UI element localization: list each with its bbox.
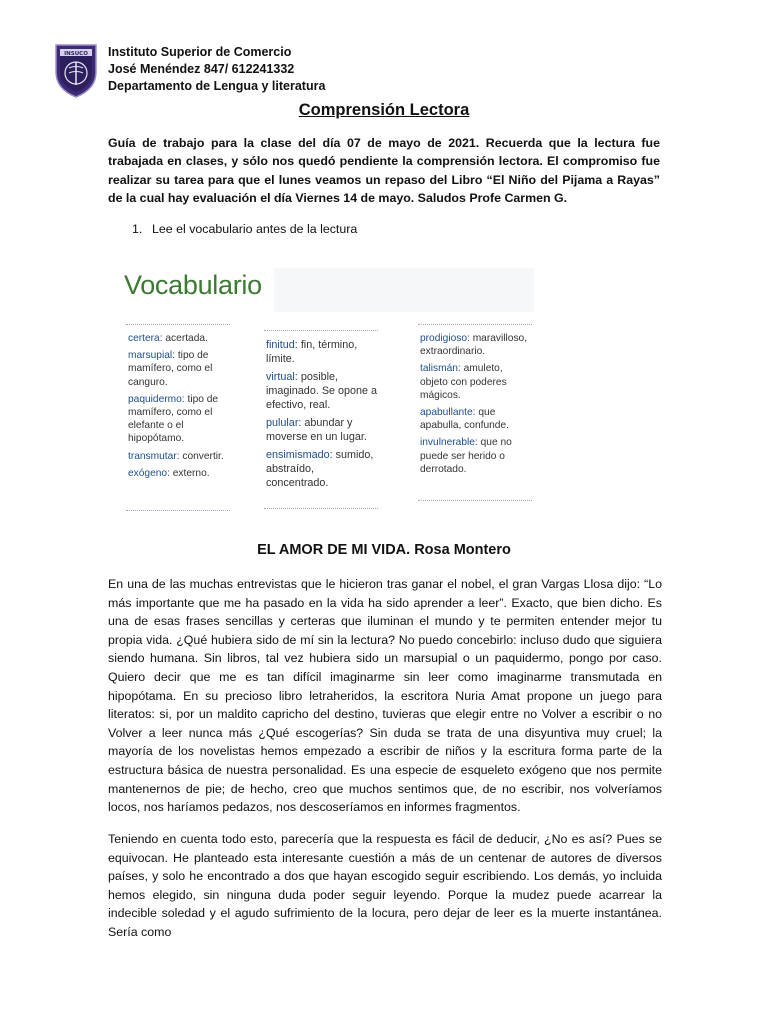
vocab-entry: exógeno: externo. xyxy=(128,467,210,479)
vocab-entry: prodigioso: maravilloso, extraordinario. xyxy=(420,333,528,358)
vocab-entry: ensimismado: sumido, abstraído, concentrado. xyxy=(266,449,374,489)
vocab-entry: talismán: amuleto, objeto con poderes mágicos. xyxy=(420,363,507,401)
vocabulary-column-1 xyxy=(128,332,228,484)
vocab-entry: pulular: abundar y moverse en un lugar. xyxy=(266,417,367,443)
vocabulary-column-3 xyxy=(420,332,530,480)
vocabulary-column-2 xyxy=(266,338,378,494)
vocabulary-title: Vocabulario xyxy=(124,270,262,300)
instruction-item xyxy=(132,222,357,236)
vocab-entry: virtual: posible, imaginado. Se opone a efectivo, real. xyxy=(266,371,378,411)
vocab-entry: finitud: fin, término, límite. xyxy=(266,339,358,365)
reading-paragraph-2: Teniendo en cuenta todo esto, parecería que la respuesta es fácil de deducir, ¿No es así? Pues se equivocan. He planteado esta interesante cuestión a más de un centenar de autores de diversos países, y solo he encontrado a dos que hayan escogido seguir escribiendo. Los demás, yo incluida hemos elegido, sin ninguna duda poder seguir leyendo. Porque la mudez puede acarrear la indecible soledad y el agudo sufrimiento de la locura, pero dejar de leer es la muerte instantánea. Sería como xyxy=(108,832,662,939)
institution-name: Instituto Superior de Comercio xyxy=(108,45,292,59)
vocab-entry: transmutar: convertir. xyxy=(128,450,224,462)
instruction-text: Lee el vocabulario antes de la lectura xyxy=(152,222,358,236)
reading-paragraph-1: En una de las muchas entrevistas que le hicieron tras ganar el nobel, el gran Vargas Llosa dijo: “Lo más importante que me ha pasado en la vida ha sido aprender a leer”. Exacto, que bien dicho. Es una de esas frases sencillas y certeras que iluminan el mundo y te permiten entender mejor tu propia vida. ¿Qué hubiera sido de mí sin la lectura? No puedo concebirlo: incluso dudo que siguiera siendo humana. Sin libros, tal vez hubiera sido un marsupial o un paquidermo, pongo por caso. Quiero decir que me es tan difícil imaginarme sin leer como imaginarme transmutada en hipopótama. En su precioso libro letraheridos, la escritora Nuria Amat propone un juego para literatos: si, por un maldito capricho del destino, tuvieras que elegir entre no Volver a escribir o no Volver a leer nunca más ¿Qué escogerías? Sin duda se trata de una disyuntiva muy cruel; la mayoría de los novelistas hemos empezado a escribir de niños y la escritura forma parte de la estructura básica de nuestra personalidad. Es una especie de esqueleto exógeno que nos permite mantenernos de pie; de hecho, creo que muchos sentimos que, de no escribir, nos volveríamos locos, nos haríamos pedazos, nos descoseríamos en informes fragmentos. xyxy=(108,577,662,815)
vocabulary-figure xyxy=(118,258,538,518)
vocab-entry: invulnerable: que no puede ser herido o derrotado. xyxy=(420,437,512,475)
vocab-entry: paquidermo: tipo de mamífero, como el elefante o el hipopótamo. xyxy=(128,393,219,445)
instruction-number: 1. xyxy=(132,222,143,236)
intro-paragraph: Guía de trabajo para la clase del día 07 de mayo de 2021. Recuerda que la lectura fue trabajada en clases, y sólo nos quedó pendiente la comprensión lectora. El compromiso fue realizar su tarea para que el lunes veamos un repaso del Libro “El Niño del Pijama a Rayas” de la cual hay evaluación el día Viernes 14 de mayo. Saludos Profe Carmen G. xyxy=(108,136,660,206)
department-name: Departamento de Lengua y literatura xyxy=(108,79,326,93)
school-crest-logo xyxy=(52,42,100,98)
reading-title: EL AMOR DE MI VIDA. Rosa Montero xyxy=(257,542,511,558)
vocab-entry: marsupial: tipo de mamífero, como el canguro. xyxy=(128,350,213,388)
institution-address: José Menéndez 847/ 612241332 xyxy=(108,62,295,76)
institution-header xyxy=(108,44,325,95)
vocab-entry: apabullante: que apabulla, confunde. xyxy=(420,407,509,432)
svg-text:INSUCO: INSUCO xyxy=(64,51,88,57)
page-title: Comprensión Lectora xyxy=(298,101,470,119)
vocab-entry: certera: acertada. xyxy=(128,333,208,344)
